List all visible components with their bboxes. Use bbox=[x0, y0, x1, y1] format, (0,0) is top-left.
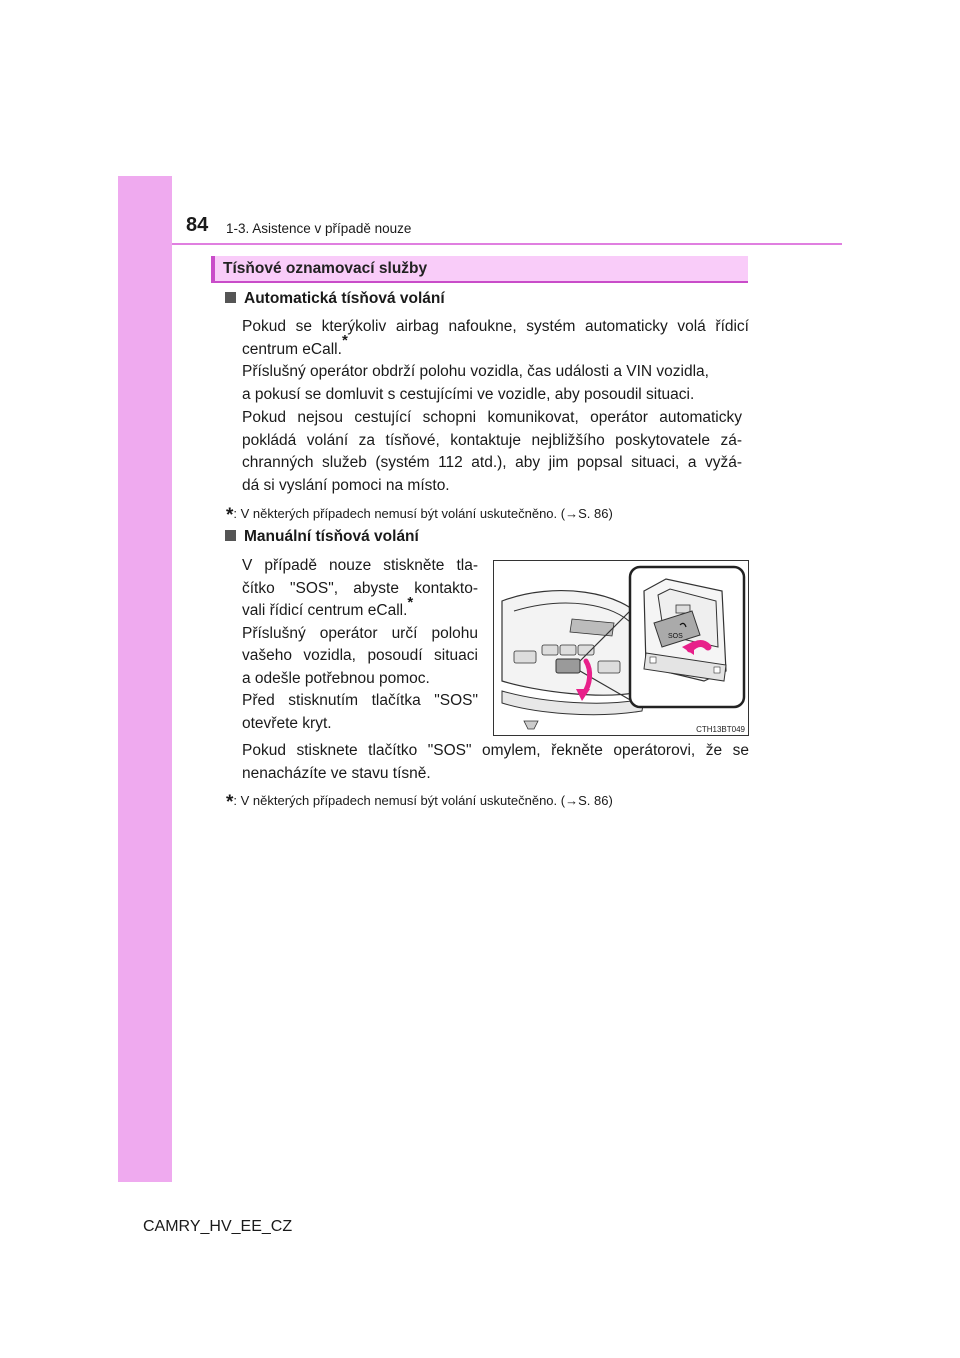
footnote-text: : V některých případech nemusí být volání uskutečněno. (→S. 86) bbox=[233, 793, 613, 808]
square-bullet-icon bbox=[225, 530, 236, 541]
asterisk-icon: * bbox=[226, 505, 234, 526]
text-line: nenacházíte ve stavu tísně. bbox=[242, 764, 431, 782]
auto-call-footnote bbox=[226, 502, 613, 524]
text-line: a pokusí se domluvit s cestujícími ve vozidle, aby posoudil situaci. bbox=[242, 385, 695, 403]
text-line: a odešle potřebnou pomoc. bbox=[242, 669, 430, 687]
sos-label: SOS bbox=[668, 633, 683, 640]
text-line: chranných služeb (systém 112 atd.), aby jim popsal situaci, a vyžá- bbox=[242, 454, 742, 471]
footnote-text: : V některých případech nemusí být volání uskutečněno. (→S. 86) bbox=[233, 506, 613, 521]
text-line: Pokud nejsou cestující schopni komunikovat, operátor automaticky bbox=[242, 409, 742, 426]
text-line: otevřete kryt. bbox=[242, 714, 332, 732]
footer-doc-code: CAMRY_HV_EE_CZ bbox=[143, 1218, 293, 1235]
side-bar bbox=[118, 176, 172, 1182]
asterisk-icon: * bbox=[407, 593, 414, 611]
text-line: vašeho vozidla, posoudí situaci bbox=[242, 647, 478, 664]
auto-call-paragraph-2 bbox=[242, 407, 742, 497]
text-line: Pokud se kterýkoliv airbag nafoukne, systém automaticky volá řídicí bbox=[242, 318, 749, 335]
sos-button-figure bbox=[493, 560, 749, 736]
text-line: čítko "SOS", abyste kontakto- bbox=[242, 579, 478, 597]
header-rule bbox=[172, 243, 842, 245]
text-line: V případě nouze stiskněte tla- bbox=[242, 557, 478, 574]
manual-call-paragraph-1 bbox=[242, 555, 478, 735]
asterisk-icon: * bbox=[226, 792, 234, 813]
manual-call-footnote bbox=[226, 789, 613, 811]
text-line-part: centrum eCall. bbox=[242, 340, 342, 358]
auto-call-paragraph-1 bbox=[242, 316, 749, 406]
text-line: Příslušný operátor obdrží polohu vozidla, čas události a VIN vozidla, bbox=[242, 363, 709, 380]
manual-call-heading-text: Manuální tísňová volání bbox=[244, 528, 419, 545]
chapter-title: 1-3. Asistence v případě nouze bbox=[226, 221, 412, 236]
page-number: 84 bbox=[186, 214, 209, 236]
section-title-box bbox=[211, 256, 748, 283]
figure-code: CTH13BT049 bbox=[696, 725, 745, 734]
auto-call-heading-text: Automatická tísňová volání bbox=[244, 290, 445, 307]
overhead-console-illustration bbox=[494, 561, 748, 735]
text-line-part: vali řídicí centrum eCall. bbox=[242, 602, 408, 619]
text-line: Příslušný operátor určí polohu bbox=[242, 624, 478, 642]
auto-call-heading bbox=[225, 290, 445, 308]
section-title: Tísňové oznamovací služby bbox=[223, 260, 428, 277]
square-bullet-icon bbox=[225, 292, 236, 303]
manual-call-heading bbox=[225, 528, 419, 546]
text-line: Pokud stisknete tlačítko "SOS" omylem, řekněte operátorovi, že se bbox=[242, 742, 749, 759]
text-line bbox=[242, 332, 749, 362]
manual-call-paragraph-2 bbox=[242, 740, 749, 785]
text-line: pokládá volání za tísňové, kontaktuje nejbližšího poskytovatele zá- bbox=[242, 431, 742, 449]
asterisk-icon: * bbox=[341, 332, 348, 350]
text-line bbox=[242, 593, 478, 623]
text-line: dá si vyslání pomoci na místo. bbox=[242, 476, 450, 494]
text-line: Před stisknutím tlačítka "SOS" bbox=[242, 692, 478, 709]
